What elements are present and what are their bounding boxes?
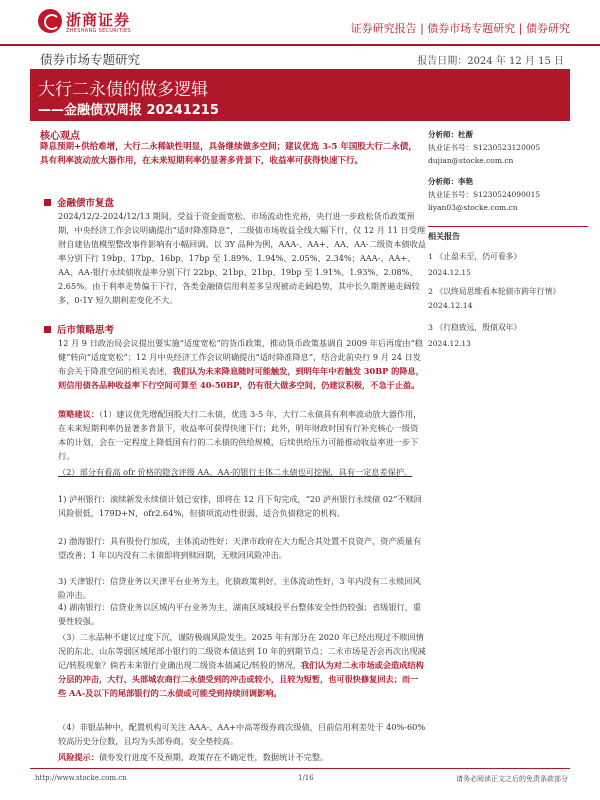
bank-item-3: 3) 天津银行：信贷业务以天津平台业务为主，化债政策利好，主体流动性好，3 年内没有二永赎回风险冲击。 xyxy=(58,576,421,600)
analyst-card: 分析师：李艳 执业证书号：S1230524090015 liyan03@stocke.com.cn xyxy=(428,175,588,214)
page-header xyxy=(0,0,600,46)
header-category: 证券研究报告 | 债券市场专题研究 | 债券研究 xyxy=(350,22,570,35)
bank-item-2: 2) 渤海银行：具有股份行加成，主体流动性好；天津市政府在大力配合其处置不良资产，资产质量有望改善；1 年以内没有二永债即将到赎回期，无赎回风险冲击。 xyxy=(58,536,422,560)
analyst-card: 分析师：杜渐 执业证书号：S1230523120005 dujian@stocke.com.cn xyxy=(428,128,588,167)
related-report-link[interactable]: 3 《行稳致远，殷债双年》 xyxy=(428,323,522,332)
related-report-link[interactable]: 2 《以终局思维看本轮债市跨年行情》 2024.12.14 xyxy=(428,287,561,310)
logo-text: 浙商证券 xyxy=(66,11,131,29)
related-report-date: 2024.12.13 xyxy=(428,339,471,348)
risk-warning: 风险提示：债券发行进度不及预期，政策存在不确定性，数据统计不完整。 xyxy=(58,752,329,762)
page-number: 1/16 xyxy=(298,774,314,782)
analyst-cert: 执业证书号：S1230523120005 xyxy=(428,143,541,152)
title-banner xyxy=(30,69,570,121)
analyst-email[interactable]: dujian@stocke.com.cn xyxy=(428,156,514,165)
related-reports-title: 相关报告 xyxy=(428,226,588,242)
logo-subtext: ZHESHANG SECURITIES xyxy=(66,28,131,34)
bank-item-1: 1) 泸州银行：滚续新发永续债计划已安排，即将在 12 月下旬完成，“20 泸州银行永续债 02”不赎回风险很低，179D+N，ofr2.64%，但债项流动性很弱，适合负债稳定的机构。 xyxy=(58,494,422,518)
core-view-label: 核心观点 xyxy=(40,131,80,142)
disclaimer-note: 请务必阅读正文之后的免责条款部分 xyxy=(456,775,568,783)
point-2: （2）部分有看高 ofr 价格的隐含评级 AA、AA-的银行主体二永债也可挖掘，具有一定息差保护。 xyxy=(58,467,413,477)
bank-item-4: 4) 湖南银行：信贷业务以区域内平台业务为主，湖南区域城投平台整体安全性仍较强；省级银行，重要性较强。 xyxy=(58,602,422,626)
logo-icon xyxy=(38,9,62,33)
sidebar xyxy=(428,128,588,348)
strategy-paragraph: 12 月 9 日政治局会议提出要实施“适度宽松”的货币政策，推动货币政策基调自 2009 年后再度由“稳健”转向“适度宽松”；12 月中央经济工作会议明确提出“适时降准降息”，结合此前央行 9 月 24 日发布会关于降准空间的相关表述，我们认为未来降息随时可能触发，到明年年中若触发 30BP 的降息，则信用债各品种收益率下行空间可算至 40-50BP，仍有很大做多空间，仍建议积极，不急于止盈。 xyxy=(58,338,424,390)
point-4: （4）非银品种中，配置机构可关注 AAA-、AA+中高等级券商次级债，目前信用利差处于 40%-60%较高历史分位数，且均为头部券商，安全垫较高。 xyxy=(58,722,426,746)
related-report-date: 2024.12.15 xyxy=(428,268,471,277)
section-heading-strategy: 后市策略思考 xyxy=(44,322,114,336)
page-footer xyxy=(30,768,570,783)
report-subtitle: ——金融债双周报 20241215 xyxy=(38,103,219,118)
square-bullet-icon xyxy=(44,199,51,206)
report-type: 债券市场专题研究 xyxy=(40,52,141,67)
related-report-link[interactable]: 1 《止盈未至，仍可看多》 xyxy=(428,252,522,261)
lead-summary: 降息预期+供给难增，大行二永稀缺性明显，具备继续做多空间；建议优选 3-5 年国股大行二永债，具有利率波动放大器作用，在未来短期利率仍显著多背景下，收益率可获得快速下行。 xyxy=(40,142,417,166)
section-review-text: 2024/12/2-2024/12/13 期间，受益于资金面宽松、市场流动性充裕，央行进一步政松货币政策预期，中央经济工作会议明确提出“适时降准降息”，二级债市场收益全线大幅下行，仅 12 月 11 日受理财自建估值模型整改事件影响有小幅回调。以 3Y 品种为例，AAA-、AA+、AA、AA-二级资本债收益率分别下行 19bp、17bp、16bp、17bp 至 1.89%、1.94%、2.05%、2.34%；AAA-、AA+、AA、AA-银行永续债收益率分别下行 22bp、21bp、21bp、19bp 至 1.91%、1.93%、2.08%、2.65%。由于利率走势偏于下行，各类金融债信用利差多呈现被动走阔趋势，其中长久期普遍走阔较多，0-1Y 短久期利差变化不大。 xyxy=(58,211,426,305)
analyst-email[interactable]: liyan03@stocke.com.cn xyxy=(428,203,518,212)
section-heading-review: 金融债市复盘 xyxy=(44,195,114,209)
report-title: 大行二永债的做多逻辑 xyxy=(38,80,208,100)
analyst-cert: 执业证书号：S1230524090015 xyxy=(428,190,541,199)
point-3: （3）二永品种不建议过度下沉，谨防极端风险发生。2025 年有部分在 2020 年已经出现过不赎回情况的东北、山东等弱区域尾部小银行的二级资本债达到 10 年的到期节点；二永市场是否会再次出现减记/转股现象？倘若未来银行业确出现二级资本债减记/转股的情况，我们认为对二永市场或会造成结构分层的冲击，大行、头部城农商行二永债受到的冲击或较小，且较为短暂，也可很快修复回去；而一些 AA-及以下的尾部银行的二永债或可能受到持续回调影响。 xyxy=(58,632,426,698)
square-bullet-icon xyxy=(44,326,51,333)
footer-url[interactable]: http://www.stocke.com.cn xyxy=(35,774,127,782)
strategy-advice: 策略建议：（1）建议优先增配国股大行二永债，优选 3-5 年，大行二永债具有利率波动放大器作用，在未来短期利率仍显著多背景下，收益率可获得快速下行；此外，明年财政时国有行补充核心一级资本的计划，会在一定程度上降低国有行的二永债的供给规模，后续供给压力可能推动收益率进一步下行。 xyxy=(58,409,422,461)
report-date: 报告日期：2024 年 12 月 15 日 xyxy=(417,56,564,67)
